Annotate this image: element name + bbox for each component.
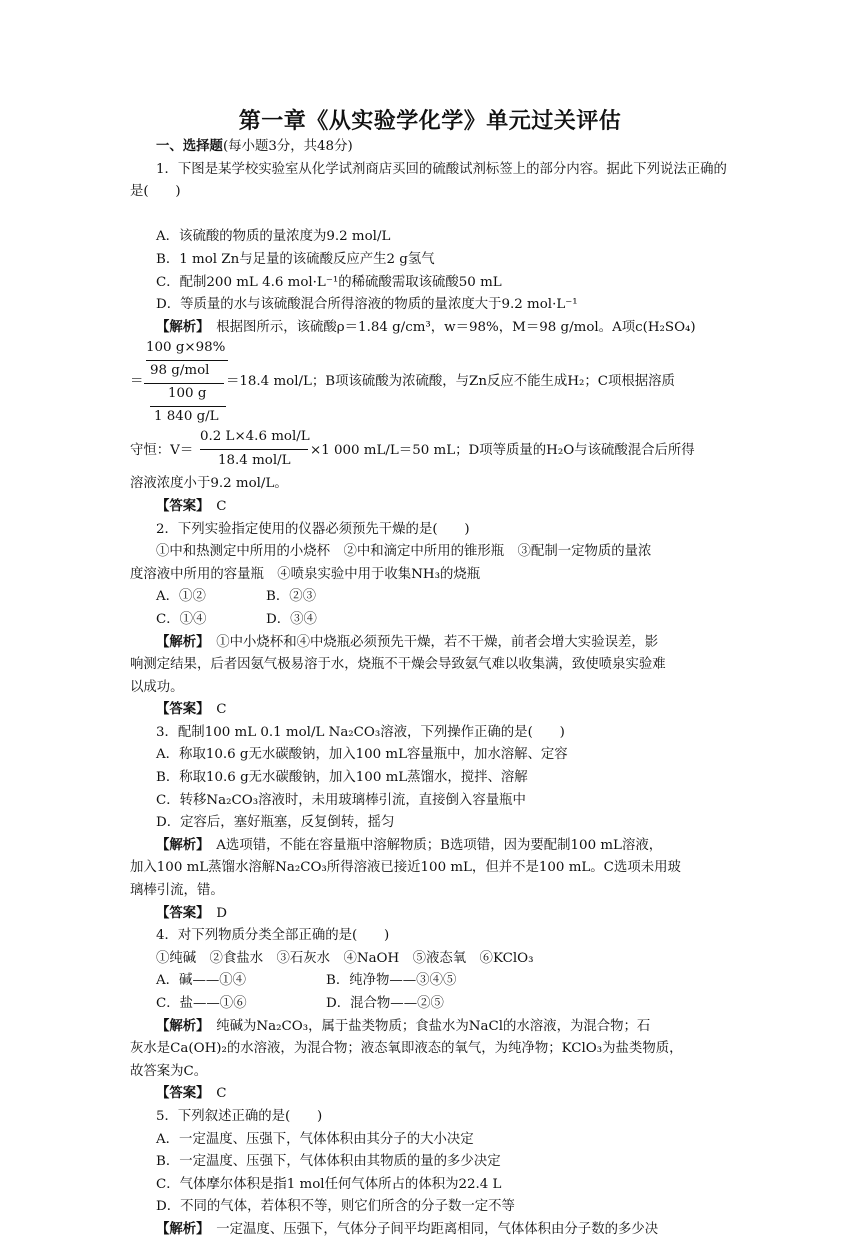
q1-answer-value: C [216, 498, 227, 514]
q2-stem: 2．下列实验指定使用的仪器必须预先干燥的是( ) [156, 521, 470, 537]
answer-label: 【答案】 [156, 905, 203, 921]
q1-answer [130, 496, 732, 519]
analysis-label: 【解析】 [156, 1018, 203, 1034]
q4-options-row-2 [130, 993, 732, 1016]
q3-analysis-line [130, 835, 732, 858]
q3-option-c: C．转移Na₂CO₃溶液时，未用玻璃棒引流，直接倒入容量瓶中 [156, 792, 526, 808]
q1-frac-num-top: 100 g×98% [146, 340, 226, 356]
q2-analysis-text: ①中小烧杯和④中烧瓶必须预先干燥，若不干燥，前者会增大实验误差，影 [216, 634, 659, 650]
q4-answer-value: C [216, 1086, 227, 1102]
q2-option-a: A．①② [156, 589, 206, 605]
q1-conserve-num: 0.2 L×4.6 mol/L [200, 429, 310, 445]
q4-option-d: D．混合物——②⑤ [326, 996, 444, 1011]
q2-option-c: C．①④ [156, 611, 207, 627]
q5-analysis-line [130, 1219, 732, 1242]
q4-analysis-2: 灰水是Ca(OH)₂的水溶液，为混合物；液态氧即液态的氧气，为纯净物；KClO₃为盐类物质， [130, 1041, 683, 1057]
q4-analysis-text: 纯碱为Na₂CO₃，属于盐类物质；食盐水为NaCl的水溶液，为混合物；石 [216, 1018, 651, 1034]
q1-image-gap [130, 204, 732, 227]
q1-frac-den-top: 100 g [168, 386, 207, 402]
q1-analysis-text: 根据图所示，该硫酸ρ＝1.84 g/cm³，w＝98%，M＝98 g/mol。A项c(H₂SO₄) [216, 319, 696, 335]
q1-frac-suffix: ＝18.4 mol/L；B项该硫酸为浓硫酸，与Zn反应不能生成H₂；C项根据溶质 [226, 374, 675, 390]
q4-answer [130, 1083, 732, 1106]
q4-analysis-3: 故答案为C。 [130, 1063, 208, 1079]
analysis-label: 【解析】 [156, 319, 203, 335]
document-body [130, 136, 732, 1242]
q2-detail-2: 度溶液中所用的容量瓶 ④喷泉实验中用于收集NH₃的烧瓶 [130, 566, 481, 582]
q1-conserve-suffix: ×1 000 mL/L＝50 mL；D项等质量的H₂O与该硫酸混合后所得 [310, 443, 695, 459]
q2-analysis-line [130, 632, 732, 655]
q2-answer-value: C [216, 702, 227, 718]
analysis-label: 【解析】 [156, 1221, 203, 1237]
q3-answer [130, 903, 732, 926]
section-heading [130, 136, 732, 159]
q3-answer-value: D [216, 905, 228, 921]
q3-analysis-2: 加入100 mL蒸馏水溶解Na₂CO₃所得溶液已接近100 mL，但并不是100 mL。C选项未用玻 [130, 860, 681, 876]
q3-option-a: A．称取10.6 g无水碳酸钠，加入100 mL容量瓶中，加水溶解、定容 [156, 747, 568, 763]
q3-stem: 3．配制100 mL 0.1 mol/L Na₂CO₃溶液，下列操作正确的是( ) [156, 724, 565, 740]
q2-options-row-1 [130, 586, 732, 609]
q1-frac-num-bottom: 98 g/mol [150, 363, 210, 379]
q5-option-c: C．气体摩尔体积是指1 mol任何气体所占的体积为22.4 L [156, 1176, 502, 1192]
q3-option-d: D．定容后，塞好瓶塞，反复倒转，摇匀 [156, 815, 395, 831]
q4-analysis-line [130, 1016, 732, 1039]
q3-analysis-3: 璃棒引流，错。 [130, 883, 224, 899]
q1-analysis-line [130, 317, 732, 340]
q3-option-b: B．称取10.6 g无水碳酸钠，加入100 mL蒸馏水，搅拌、溶解 [156, 770, 528, 786]
q1-frac-den-bottom: 1 840 g/L [154, 409, 219, 425]
q2-analysis-3: 以成功。 [130, 679, 184, 695]
page-title: 第一章《从实验学化学》单元过关评估 [238, 109, 622, 134]
q2-option-b: B．②③ [266, 589, 317, 605]
q5-analysis-text: 一定温度、压强下，气体分子间平均距离相同，气体体积由分子数的多少决 [216, 1221, 659, 1237]
q4-options-row-1 [130, 970, 732, 993]
q5-stem: 5．下列叙述正确的是( ) [156, 1108, 323, 1124]
q1-conserve-prefix: 守恒：V＝ [130, 443, 194, 459]
q4-items: ①纯碱 ②食盐水 ③石灰水 ④NaOH ⑤液态氧 ⑥KClO₃ [156, 950, 534, 966]
q1-stem: 1．下图是某学校实验室从化学试剂商店买回的硫酸试剂标签上的部分内容。据此下列说法正确的是( ) [130, 161, 727, 200]
q4-option-a: A．碱——①④ [156, 973, 247, 989]
q2-option-d: D．③④ [266, 611, 317, 627]
q1-option-b: B．1 mol Zn与足量的该硫酸反应产生2 g氢气 [156, 251, 435, 267]
q5-option-d: D．不同的气体，若体积不等，则它们所含的分子数一定不等 [156, 1199, 515, 1215]
answer-label: 【答案】 [156, 498, 203, 514]
q4-option-b: B．纯净物——③④⑤ [326, 973, 457, 989]
analysis-label: 【解析】 [156, 634, 203, 650]
answer-label: 【答案】 [156, 702, 203, 718]
answer-label: 【答案】 [156, 1086, 203, 1102]
q4-stem: 4．对下列物质分类全部正确的是( ) [156, 928, 390, 944]
q2-analysis-2: 响测定结果，后者因氨气极易溶于水，烧瓶不干燥会导致氨气难以收集满，致使喷泉实验难 [130, 657, 666, 673]
q3-analysis-text: A选项错，不能在容量瓶中溶解物质；B选项错，因为要配制100 mL溶液， [216, 837, 663, 853]
q1-option-d: D．等质量的水与该硫酸混合所得溶液的物质的量浓度大于9.2 mol·L⁻¹ [156, 297, 578, 313]
q1-conserve-den: 18.4 mol/L [218, 453, 291, 469]
q1-analysis-last: 溶液浓度小于9.2 mol/L。 [130, 476, 288, 492]
q1-conserve-fraction [130, 429, 732, 473]
q1-option-a: A．该硫酸的物质的量浓度为9.2 mol/L [156, 229, 391, 245]
q1-option-c: C．配制200 mL 4.6 mol·L⁻¹的稀硫酸需取该硫酸50 mL [156, 274, 502, 290]
analysis-label: 【解析】 [156, 837, 203, 853]
q5-option-b: B．一定温度、压强下，气体体积由其物质的量的多少决定 [156, 1154, 501, 1170]
q5-option-a: A．一定温度、压强下，气体体积由其分子的大小决定 [156, 1131, 474, 1147]
q4-option-c: C．盐——①⑥ [156, 996, 247, 1011]
q1-complex-fraction [130, 339, 732, 429]
section-title: 一、选择题 [156, 139, 223, 154]
q2-answer [130, 699, 732, 722]
section-note: (每小题3分，共48分) [222, 139, 353, 154]
q2-detail-1: ①中和热测定中所用的小烧杯 ②中和滴定中所用的锥形瓶 ③配制一定物质的量浓 [156, 544, 652, 560]
q2-options-row-2 [130, 609, 732, 632]
q1-frac-prefix: ＝ [130, 374, 144, 390]
